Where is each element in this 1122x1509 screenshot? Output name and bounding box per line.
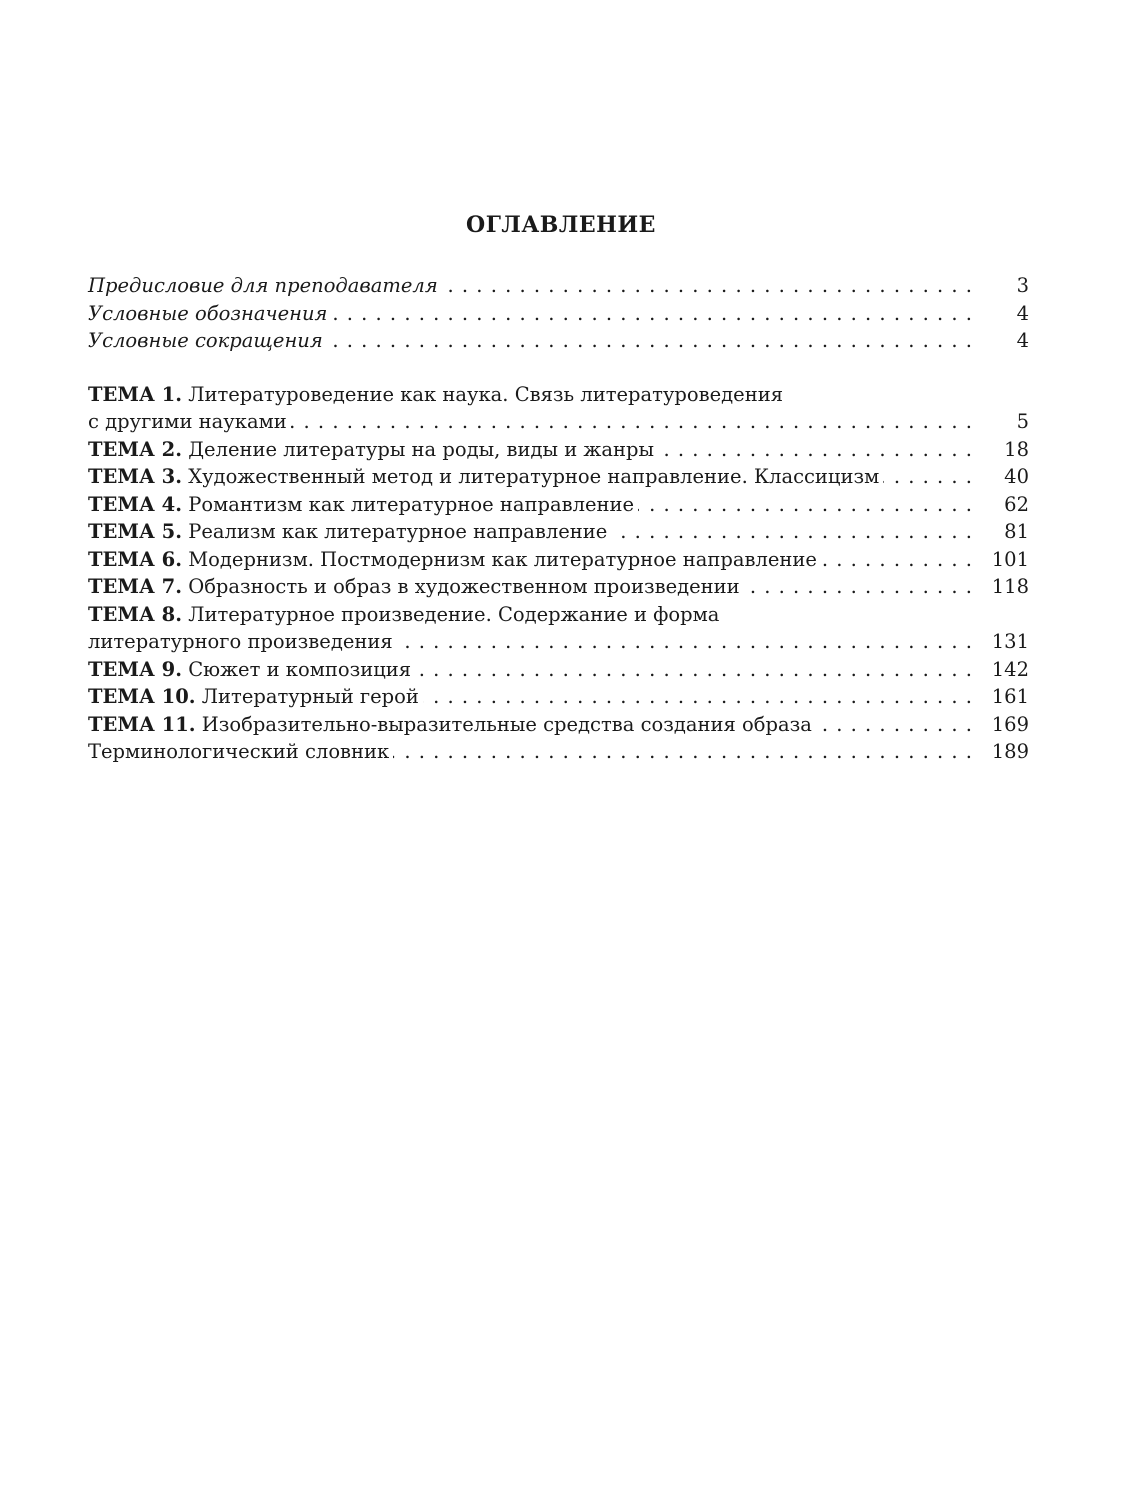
topic-title: Модернизм. Постмодернизм как литературное направление <box>188 547 817 571</box>
table-of-contents <box>88 272 1029 766</box>
toc-entry-topic-3[interactable] <box>88 463 1029 491</box>
topic-prefix: ТЕМА 2. <box>88 437 182 461</box>
topic-prefix: ТЕМА 11. <box>88 712 196 736</box>
topic-title: Образность и образ в художественном произведении <box>188 575 740 598</box>
topic-title: Сюжет и композиция <box>188 657 412 681</box>
toc-entry-label: Условные обозначения <box>88 302 331 325</box>
toc-entry-symbols[interactable] <box>88 300 1029 328</box>
toc-entry-topic-6[interactable] <box>88 546 1029 574</box>
topic-prefix: ТЕМА 3. <box>88 465 182 488</box>
toc-entry-page: 3 <box>1013 272 1029 300</box>
page-title: ОГЛАВЛЕНИЕ <box>466 212 656 238</box>
toc-entry-page: 161 <box>988 683 1029 711</box>
toc-entry-topic-9[interactable] <box>88 656 1029 684</box>
topic-title: Литературоведение как наука. Связь литературоведения <box>188 382 784 406</box>
topic-title: Романтизм как литературное направление <box>188 492 635 516</box>
toc-entry-page: 5 <box>1013 408 1029 436</box>
toc-entry-page: 118 <box>988 573 1029 601</box>
toc-entry-topic-2[interactable] <box>88 436 1029 464</box>
toc-entry-page: 142 <box>988 656 1029 684</box>
toc-entry-page: 189 <box>988 738 1029 766</box>
topic-prefix: ТЕМА 5. <box>88 520 182 543</box>
topic-title: Реализм как литературное направление <box>188 520 608 543</box>
toc-entry-label: Предисловие для преподавателя <box>88 274 442 297</box>
toc-entry-page: 62 <box>1000 491 1029 519</box>
toc-entry-topic-8-line1[interactable] <box>88 601 1029 629</box>
topic-prefix: ТЕМА 7. <box>88 575 182 598</box>
toc-entry-topic-11[interactable] <box>88 711 1029 739</box>
topic-prefix: ТЕМА 9. <box>88 657 182 681</box>
topic-prefix: ТЕМА 4. <box>88 492 182 516</box>
toc-entry-topic-1-line1[interactable] <box>88 381 1029 409</box>
toc-entry-page: 131 <box>988 628 1029 656</box>
topic-title: Изобразительно-выразительные средства создания образа <box>201 712 812 736</box>
topic-prefix: ТЕМА 6. <box>88 547 182 571</box>
toc-entry-topic-1-line2[interactable] <box>88 408 1029 436</box>
topic-title-continued: литературного произведения <box>88 630 397 653</box>
toc-entry-topic-7[interactable] <box>88 573 1029 601</box>
toc-entry-page: 81 <box>1000 518 1029 546</box>
toc-entry-topic-4[interactable] <box>88 491 1029 519</box>
topic-prefix: ТЕМА 8. <box>88 602 182 626</box>
toc-entry-page: 40 <box>1000 463 1029 491</box>
toc-entry-abbreviations[interactable] <box>88 327 1029 355</box>
toc-entry-page: 18 <box>1000 436 1029 464</box>
topic-prefix: ТЕМА 1. <box>88 382 182 406</box>
topic-title: Деление литературы на роды, виды и жанры <box>188 437 654 461</box>
toc-entry-page: 101 <box>988 546 1029 574</box>
topic-title-continued: с другими науками <box>88 410 291 433</box>
topic-title: Литературный герой <box>201 685 419 708</box>
toc-entry-preface[interactable] <box>88 272 1029 300</box>
toc-entry-label: Условные сокращения <box>88 329 327 352</box>
toc-entry-page: 4 <box>1013 327 1029 355</box>
toc-entry-topic-5[interactable] <box>88 518 1029 546</box>
toc-entry-label: Терминологический словник <box>88 740 393 763</box>
toc-entry-page: 4 <box>1013 300 1029 328</box>
toc-entry-glossary[interactable] <box>88 738 1029 766</box>
toc-entry-topic-10[interactable] <box>88 683 1029 711</box>
topic-title: Литературное произведение. Содержание и форма <box>188 602 720 626</box>
toc-entry-page: 169 <box>988 711 1029 739</box>
topic-title: Художественный метод и литературное направление. Классицизм <box>188 465 880 488</box>
topic-prefix: ТЕМА 10. <box>88 685 196 708</box>
toc-entry-topic-8-line2[interactable] <box>88 628 1029 656</box>
section-spacer <box>88 355 1029 381</box>
